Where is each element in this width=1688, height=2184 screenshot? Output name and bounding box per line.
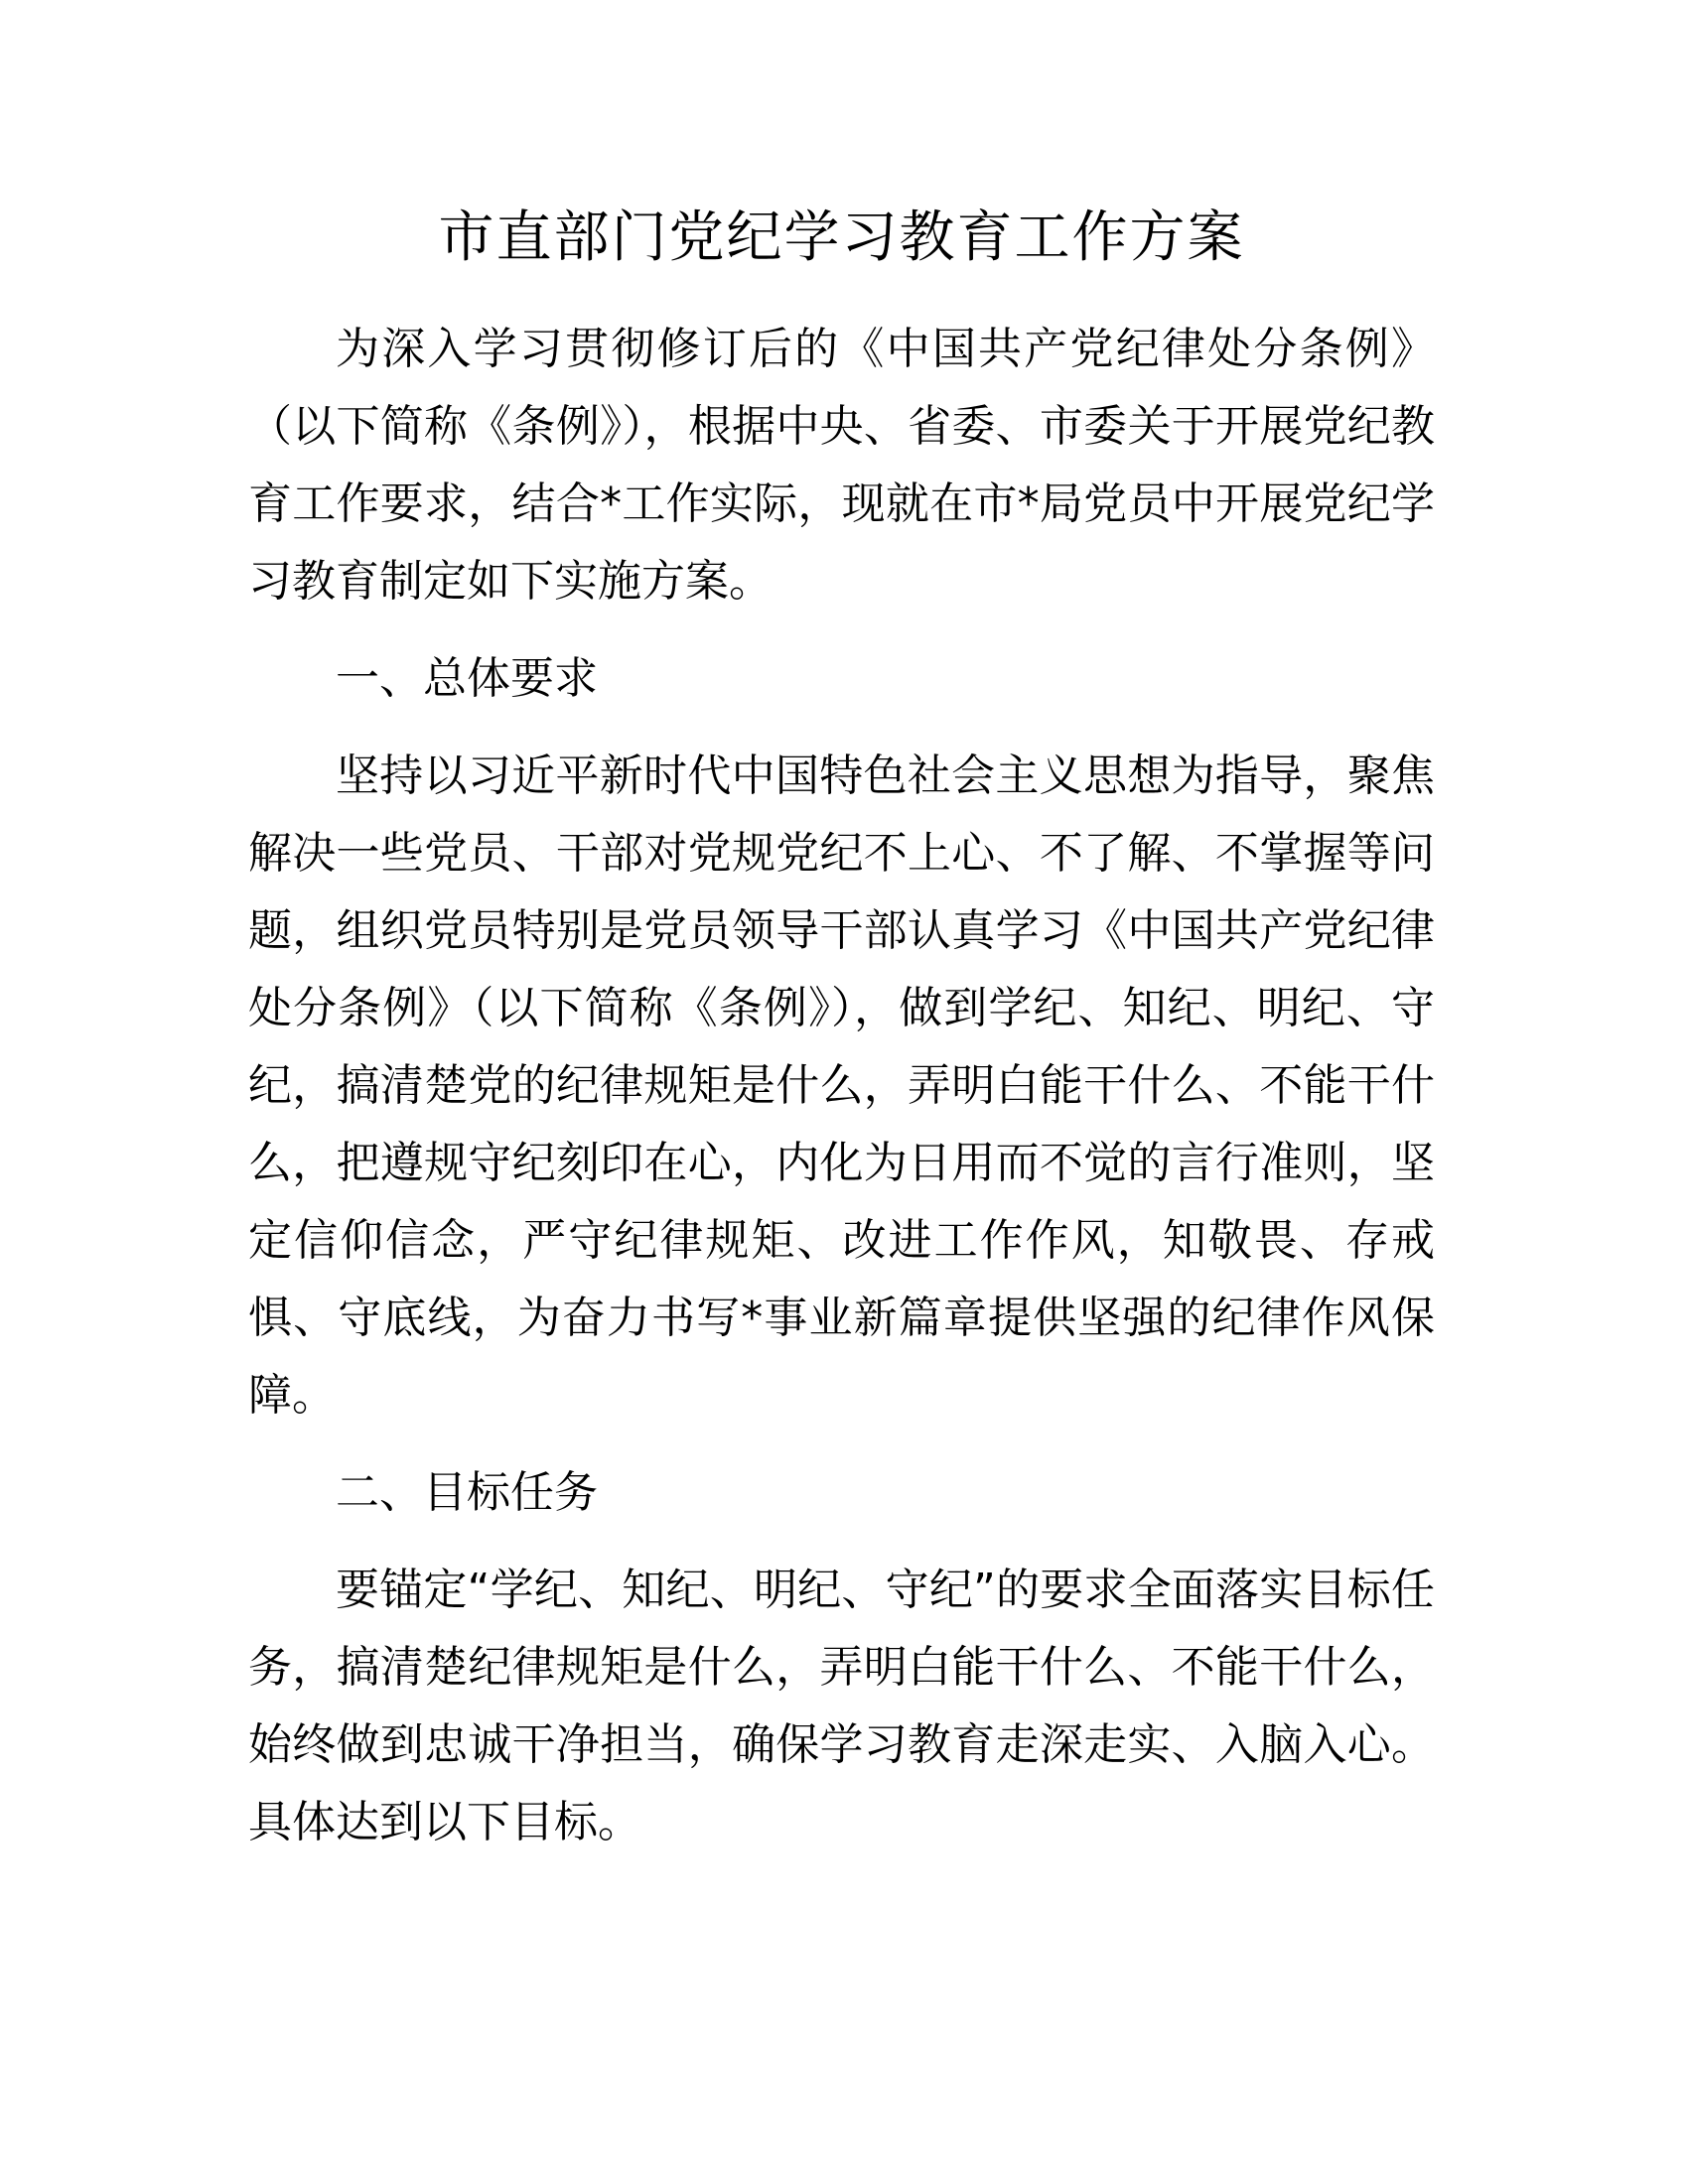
document-title: 市直部门党纪学习教育工作方案 (438, 205, 1245, 270)
section-heading-overall-requirements: 一、总体要求 (336, 653, 598, 704)
intro-paragraph: 为深入学习贯彻修订后的《中国共产党纪律处分条例》（以下简称《条例》），根据中央、省委、市委关于开展党纪教育工作要求，结合*工作实际，现就在市*局党员中开展党纪学习教育制定如下实施方案。 (248, 324, 1435, 607)
section-heading-goals-tasks: 二、目标任务 (336, 1467, 598, 1518)
section-body-overall-requirements: 坚持以习近平新时代中国特色社会主义思想为指导，聚焦解决一些党员、干部对党规党纪不上心、不了解、不掌握等问题，组织党员特别是党员领导干部认真学习《中国共产党纪律处分条例》（以下简称《条例》），做到学纪、知纪、明纪、守纪，搞清楚党的纪律规矩是什么，弄明白能干什么、不能干什么，把遵规守纪刻印在心，内化为日用而不觉的言行准则，坚定信仰信念，严守纪律规矩、改进工作作风，知敬畏、存戒惧、守底线，为奋力书写*事业新篇章提供坚强的纪律作风保障。 (248, 751, 1435, 1421)
document-body (248, 194, 1435, 1861)
section-body-goals-tasks: 要锚定“学纪、知纪、明纪、守纪”的要求全面落实目标任务，搞清楚纪律规矩是什么，弄明白能干什么、不能干什么，始终做到忠诚干净担当，确保学习教育走深走实、入脑入心。具体达到以下目标。 (248, 1565, 1435, 1847)
